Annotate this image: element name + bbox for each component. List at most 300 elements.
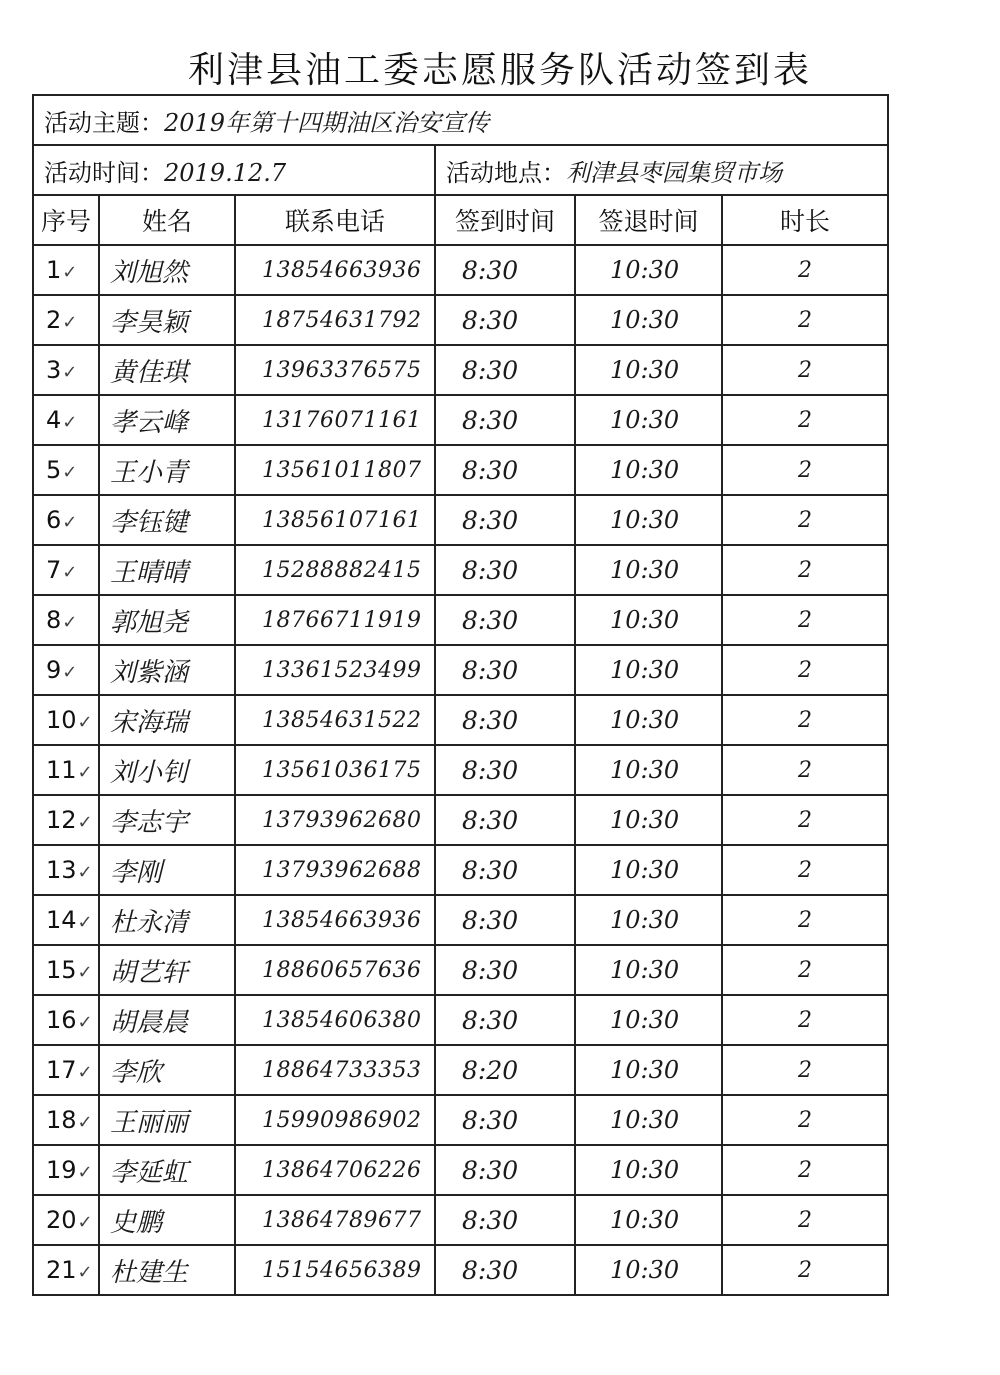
seq-cell-text: 7: [46, 556, 62, 584]
checkmark-icon: ✓: [62, 662, 78, 683]
signin-time-cell-text: 8:30: [462, 455, 519, 485]
seq-cell: [33, 745, 99, 795]
activity-time: [33, 145, 435, 195]
signin-time-cell: [435, 1195, 575, 1245]
seq-cell-text: 3: [46, 356, 62, 384]
column-header: 时长: [722, 195, 888, 245]
phone-cell: [235, 845, 435, 895]
name-cell: [99, 795, 235, 845]
signin-time-cell: [435, 1045, 575, 1095]
name-cell-text: 胡晨晨: [110, 1007, 189, 1038]
table-row: [33, 795, 888, 845]
phone-cell-text: 13963376575: [262, 357, 422, 383]
signin-time-cell: [435, 745, 575, 795]
activity-place-label: 活动地点：: [446, 158, 566, 187]
phone-cell: [235, 745, 435, 795]
table-row: [33, 995, 888, 1045]
signin-time-cell: [435, 895, 575, 945]
phone-cell: [235, 1095, 435, 1145]
signout-time-cell: [575, 895, 722, 945]
signout-time-cell-text: 10:30: [610, 506, 680, 534]
name-cell: [99, 695, 235, 745]
checkmark-icon: ✓: [77, 962, 93, 983]
name-cell-text: 杜建生: [110, 1257, 189, 1288]
phone-cell: [235, 645, 435, 695]
seq-cell: [33, 495, 99, 545]
signin-time-cell: [435, 995, 575, 1045]
signout-time-cell: [575, 845, 722, 895]
signin-time-cell: [435, 295, 575, 345]
phone-cell-text: 13793962688: [262, 857, 422, 883]
signout-time-cell: [575, 595, 722, 645]
signin-table: [32, 94, 889, 1296]
signin-time-cell-text: 8:30: [462, 405, 519, 435]
phone-cell-text: 18864733353: [262, 1057, 422, 1083]
seq-cell-text: 15: [46, 956, 77, 984]
checkmark-icon: ✓: [77, 762, 93, 783]
signout-time-cell: [575, 1045, 722, 1095]
column-header: 联系电话: [235, 195, 435, 245]
signout-time-cell: [575, 295, 722, 345]
phone-cell-text: 13793962680: [262, 807, 422, 833]
duration-cell-text: 2: [798, 1057, 813, 1083]
signin-time-cell-text: 8:30: [462, 755, 519, 785]
phone-cell: [235, 1195, 435, 1245]
signout-time-cell: [575, 795, 722, 845]
duration-cell-text: 2: [798, 1257, 813, 1283]
signout-time-cell: [575, 345, 722, 395]
table-row: [33, 595, 888, 645]
duration-cell-text: 2: [798, 457, 813, 483]
checkmark-icon: ✓: [62, 262, 78, 283]
duration-cell-text: 2: [798, 807, 813, 833]
signout-time-cell-text: 10:30: [610, 606, 680, 634]
duration-cell: [722, 545, 888, 595]
checkmark-icon: ✓: [62, 562, 78, 583]
phone-cell-text: 15990986902: [262, 1107, 422, 1133]
seq-cell: [33, 795, 99, 845]
checkmark-icon: ✓: [77, 1212, 93, 1233]
name-cell-text: 孝云峰: [110, 407, 189, 438]
signin-time-cell: [435, 945, 575, 995]
duration-cell: [722, 1045, 888, 1095]
signout-time-cell-text: 10:30: [610, 1056, 680, 1084]
checkmark-icon: ✓: [62, 362, 78, 383]
duration-cell-text: 2: [798, 907, 813, 933]
duration-cell: [722, 895, 888, 945]
activity-time-label: 活动时间：: [44, 158, 164, 187]
phone-cell: [235, 1245, 435, 1295]
signout-time-cell-text: 10:30: [610, 1106, 680, 1134]
duration-cell: [722, 1095, 888, 1145]
name-cell-text: 杜永清: [110, 907, 189, 938]
signout-time-cell-text: 10:30: [610, 456, 680, 484]
duration-cell-text: 2: [798, 307, 813, 333]
name-cell: [99, 995, 235, 1045]
signin-time-cell-text: 8:30: [462, 1005, 519, 1035]
table-row: [33, 645, 888, 695]
phone-cell-text: 13854606380: [262, 1007, 422, 1033]
signout-time-cell-text: 10:30: [610, 1206, 680, 1234]
name-cell: [99, 1245, 235, 1295]
signin-time-cell-text: 8:30: [462, 705, 519, 735]
signin-time-cell: [435, 345, 575, 395]
activity-theme: [33, 95, 888, 145]
signin-time-cell-text: 8:30: [462, 955, 519, 985]
duration-cell: [722, 1195, 888, 1245]
seq-cell: [33, 945, 99, 995]
signout-time-cell-text: 10:30: [610, 1256, 680, 1284]
checkmark-icon: ✓: [77, 1262, 93, 1283]
activity-place-value: 利津县枣园集贸市场: [566, 158, 782, 187]
phone-cell: [235, 495, 435, 545]
phone-cell-text: 18860657636: [262, 957, 422, 983]
phone-cell: [235, 695, 435, 745]
name-cell: [99, 395, 235, 445]
table-row: [33, 245, 888, 295]
signin-time-cell: [435, 395, 575, 445]
signout-time-cell-text: 10:30: [610, 756, 680, 784]
time-place-row: [33, 145, 888, 195]
name-cell-text: 刘紫涵: [110, 657, 189, 688]
name-cell: [99, 645, 235, 695]
signin-time-cell-text: 8:30: [462, 905, 519, 935]
signout-time-cell: [575, 545, 722, 595]
checkmark-icon: ✓: [62, 412, 78, 433]
checkmark-icon: ✓: [77, 862, 93, 883]
seq-cell: [33, 1195, 99, 1245]
signin-time-cell: [435, 545, 575, 595]
name-cell: [99, 945, 235, 995]
seq-cell-text: 8: [46, 606, 62, 634]
phone-cell: [235, 995, 435, 1045]
duration-cell: [722, 945, 888, 995]
phone-cell-text: 15288882415: [262, 557, 422, 583]
duration-cell-text: 2: [798, 607, 813, 633]
duration-cell-text: 2: [798, 1107, 813, 1133]
duration-cell: [722, 245, 888, 295]
table-row: [33, 295, 888, 345]
table-row: [33, 545, 888, 595]
table-row: [33, 1195, 888, 1245]
signout-time-cell-text: 10:30: [610, 956, 680, 984]
signin-time-cell: [435, 1245, 575, 1295]
name-cell-text: 李延虹: [110, 1157, 189, 1188]
signin-time-cell: [435, 595, 575, 645]
phone-cell-text: 13561036175: [262, 757, 422, 783]
signout-time-cell: [575, 395, 722, 445]
seq-cell: [33, 1045, 99, 1095]
phone-cell-text: 13854663936: [262, 907, 422, 933]
name-cell: [99, 445, 235, 495]
seq-cell: [33, 995, 99, 1045]
column-header: 签退时间: [575, 195, 722, 245]
signin-time-cell: [435, 695, 575, 745]
name-cell: [99, 1195, 235, 1245]
signin-time-cell-text: 8:30: [462, 655, 519, 685]
signout-time-cell: [575, 1245, 722, 1295]
signin-time-cell: [435, 495, 575, 545]
table-row: [33, 345, 888, 395]
duration-cell: [722, 995, 888, 1045]
activity-time-value: 2019.12.7: [164, 158, 287, 187]
signin-time-cell-text: 8:30: [462, 555, 519, 585]
phone-cell: [235, 545, 435, 595]
seq-cell-text: 14: [46, 906, 77, 934]
phone-cell-text: 13176071161: [262, 407, 422, 433]
name-cell: [99, 895, 235, 945]
seq-cell: [33, 595, 99, 645]
column-header: 序号: [33, 195, 99, 245]
signout-time-cell-text: 10:30: [610, 556, 680, 584]
signout-time-cell: [575, 245, 722, 295]
column-header-row: [33, 195, 888, 245]
checkmark-icon: ✓: [77, 712, 93, 733]
signin-time-cell-text: 8:20: [462, 1055, 519, 1085]
activity-place: [435, 145, 888, 195]
duration-cell: [722, 1245, 888, 1295]
duration-cell-text: 2: [798, 707, 813, 733]
table-row: [33, 1045, 888, 1095]
duration-cell-text: 2: [798, 657, 813, 683]
seq-cell-text: 4: [46, 406, 62, 434]
name-cell-text: 李钰键: [110, 507, 189, 538]
signin-time-cell: [435, 795, 575, 845]
signin-time-cell-text: 8:30: [462, 605, 519, 635]
signout-time-cell-text: 10:30: [610, 656, 680, 684]
duration-cell: [722, 795, 888, 845]
signout-time-cell-text: 10:30: [610, 906, 680, 934]
phone-cell: [235, 245, 435, 295]
signin-time-cell: [435, 1095, 575, 1145]
name-cell-text: 宋海瑞: [110, 707, 189, 738]
signout-time-cell-text: 10:30: [610, 1156, 680, 1184]
checkmark-icon: ✓: [62, 312, 78, 333]
signout-time-cell-text: 10:30: [610, 306, 680, 334]
checkmark-icon: ✓: [77, 1012, 93, 1033]
page-title: 利津县油工委志愿服务队活动签到表: [187, 50, 812, 91]
seq-cell: [33, 1145, 99, 1195]
duration-cell-text: 2: [798, 357, 813, 383]
table-row: [33, 845, 888, 895]
duration-cell: [722, 395, 888, 445]
name-cell: [99, 345, 235, 395]
seq-cell: [33, 245, 99, 295]
signout-time-cell: [575, 495, 722, 545]
seq-cell-text: 12: [46, 806, 77, 834]
phone-cell: [235, 1145, 435, 1195]
signout-time-cell-text: 10:30: [610, 1006, 680, 1034]
seq-cell-text: 21: [46, 1256, 77, 1284]
checkmark-icon: ✓: [77, 812, 93, 833]
phone-cell-text: 13864706226: [262, 1157, 422, 1183]
name-cell: [99, 595, 235, 645]
name-cell-text: 胡艺轩: [110, 957, 189, 988]
seq-cell: [33, 695, 99, 745]
signin-time-cell: [435, 245, 575, 295]
signin-time-cell-text: 8:30: [462, 855, 519, 885]
seq-cell: [33, 395, 99, 445]
signout-time-cell: [575, 445, 722, 495]
duration-cell: [722, 495, 888, 545]
name-cell: [99, 1095, 235, 1145]
duration-cell-text: 2: [798, 957, 813, 983]
duration-cell: [722, 445, 888, 495]
name-cell: [99, 495, 235, 545]
signout-time-cell: [575, 695, 722, 745]
signin-time-cell-text: 8:30: [462, 805, 519, 835]
signout-time-cell: [575, 1195, 722, 1245]
name-cell: [99, 1045, 235, 1095]
duration-cell: [722, 745, 888, 795]
phone-cell-text: 15154656389: [262, 1257, 422, 1283]
phone-cell-text: 18754631792: [262, 307, 422, 333]
seq-cell: [33, 345, 99, 395]
phone-cell-text: 13361523499: [262, 657, 422, 683]
seq-cell-text: 2: [46, 306, 62, 334]
duration-cell: [722, 595, 888, 645]
duration-cell-text: 2: [798, 407, 813, 433]
signin-time-cell: [435, 1145, 575, 1195]
signin-time-cell-text: 8:30: [462, 355, 519, 385]
signin-time-cell-text: 8:30: [462, 1255, 519, 1285]
activity-theme-label: 活动主题：: [44, 108, 164, 137]
signout-time-cell-text: 10:30: [610, 806, 680, 834]
seq-cell-text: 10: [46, 706, 77, 734]
seq-cell: [33, 295, 99, 345]
name-cell-text: 王丽丽: [110, 1107, 189, 1138]
name-cell: [99, 845, 235, 895]
name-cell-text: 刘旭然: [110, 257, 189, 288]
phone-cell-text: 13854663936: [262, 257, 422, 283]
name-cell-text: 王晴晴: [110, 557, 189, 588]
duration-cell-text: 2: [798, 757, 813, 783]
signout-time-cell: [575, 1095, 722, 1145]
signout-time-cell-text: 10:30: [610, 856, 680, 884]
signin-time-cell-text: 8:30: [462, 305, 519, 335]
duration-cell: [722, 1145, 888, 1195]
seq-cell: [33, 1095, 99, 1145]
phone-cell: [235, 345, 435, 395]
checkmark-icon: ✓: [77, 1112, 93, 1133]
signin-time-cell-text: 8:30: [462, 1205, 519, 1235]
theme-row: [33, 95, 888, 145]
duration-cell-text: 2: [798, 257, 813, 283]
duration-cell-text: 2: [798, 857, 813, 883]
duration-cell: [722, 345, 888, 395]
signout-time-cell: [575, 945, 722, 995]
phone-cell-text: 13561011807: [262, 457, 422, 483]
signout-time-cell-text: 10:30: [610, 706, 680, 734]
checkmark-icon: ✓: [62, 512, 78, 533]
checkmark-icon: ✓: [77, 1062, 93, 1083]
table-row: [33, 745, 888, 795]
phone-cell-text: 13854631522: [262, 707, 422, 733]
name-cell: [99, 545, 235, 595]
seq-cell: [33, 1245, 99, 1295]
phone-cell-text: 13864789677: [262, 1207, 422, 1233]
phone-cell: [235, 795, 435, 845]
name-cell-text: 李志宇: [110, 807, 189, 838]
table-row: [33, 1245, 888, 1295]
duration-cell-text: 2: [798, 1207, 813, 1233]
signin-time-cell-text: 8:30: [462, 1155, 519, 1185]
seq-cell: [33, 445, 99, 495]
table-row: [33, 395, 888, 445]
seq-cell-text: 11: [46, 756, 77, 784]
seq-cell-text: 9: [46, 656, 62, 684]
seq-cell-text: 20: [46, 1206, 77, 1234]
phone-cell: [235, 295, 435, 345]
table-row: [33, 445, 888, 495]
duration-cell: [722, 695, 888, 745]
table-row: [33, 895, 888, 945]
signout-time-cell: [575, 745, 722, 795]
phone-cell: [235, 1045, 435, 1095]
name-cell: [99, 295, 235, 345]
signin-time-cell-text: 8:30: [462, 505, 519, 535]
seq-cell-text: 19: [46, 1156, 77, 1184]
name-cell-text: 刘小钊: [110, 757, 189, 788]
duration-cell-text: 2: [798, 507, 813, 533]
name-cell-text: 黄佳琪: [110, 357, 189, 388]
signout-time-cell: [575, 995, 722, 1045]
duration-cell-text: 2: [798, 557, 813, 583]
duration-cell: [722, 645, 888, 695]
table-row: [33, 945, 888, 995]
name-cell-text: 王小青: [110, 457, 189, 488]
phone-cell: [235, 395, 435, 445]
duration-cell-text: 2: [798, 1007, 813, 1033]
name-cell-text: 史鹏: [110, 1207, 163, 1238]
table-row: [33, 1095, 888, 1145]
phone-cell: [235, 445, 435, 495]
signin-time-cell: [435, 445, 575, 495]
seq-cell-text: 6: [46, 506, 62, 534]
signin-time-cell: [435, 845, 575, 895]
phone-cell: [235, 945, 435, 995]
seq-cell: [33, 645, 99, 695]
checkmark-icon: ✓: [62, 462, 78, 483]
name-cell-text: 李欣: [110, 1057, 163, 1088]
signout-time-cell-text: 10:30: [610, 256, 680, 284]
table-row: [33, 695, 888, 745]
signout-time-cell-text: 10:30: [610, 406, 680, 434]
seq-cell-text: 13: [46, 856, 77, 884]
signout-time-cell: [575, 645, 722, 695]
seq-cell: [33, 895, 99, 945]
phone-cell: [235, 895, 435, 945]
checkmark-icon: ✓: [77, 1162, 93, 1183]
phone-cell: [235, 595, 435, 645]
checkmark-icon: ✓: [77, 912, 93, 933]
seq-cell-text: 16: [46, 1006, 77, 1034]
checkmark-icon: ✓: [62, 612, 78, 633]
name-cell-text: 李昊颖: [110, 307, 189, 338]
signout-time-cell-text: 10:30: [610, 356, 680, 384]
seq-cell-text: 5: [46, 456, 62, 484]
name-cell-text: 李刚: [110, 857, 163, 888]
column-header: 姓名: [99, 195, 235, 245]
table-row: [33, 495, 888, 545]
duration-cell-text: 2: [798, 1157, 813, 1183]
seq-cell-text: 1: [46, 256, 62, 284]
name-cell: [99, 1145, 235, 1195]
duration-cell: [722, 295, 888, 345]
name-cell: [99, 745, 235, 795]
signin-time-cell-text: 8:30: [462, 255, 519, 285]
name-cell: [99, 245, 235, 295]
